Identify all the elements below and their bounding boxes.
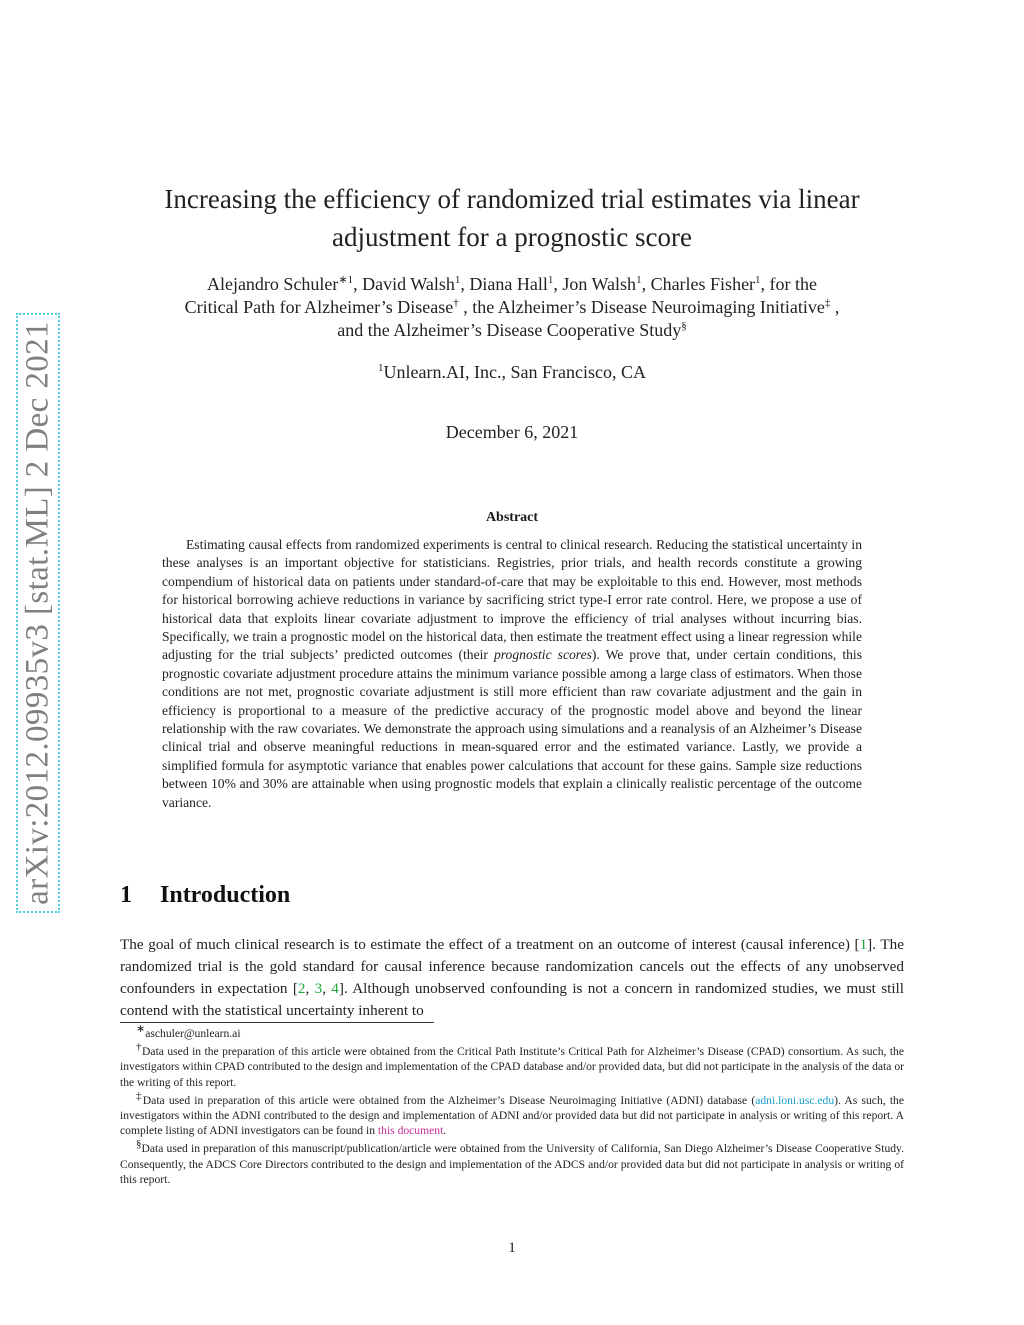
footnote-adni: ‡Data used in preparation of this article were obtained from the Alzheimer’s Disease Neuroimaging Initiative (ADNI) database (adni.loni.usc.edu). As such, the investigators within the ADNI contributed to the design and implementation of ADNI and/or provided data but did not participate in analysis or writing of this report. A complete listing of ADNI investigators can be found in this document. xyxy=(120,1089,905,1138)
abstract-body: Estimating causal effects from randomized experiments is central to clinical research. Reducing the statistical uncertainty in these analyses is an important objective for statisticians. Registries, prior trials, and health records constitute a growing compendium of historical data on patients under standard-of-care that may be exploitable to this end. However, most methods for historical borrowing achieve reductions in variance by sacrificing strict type-I error rate control. Here, we propose a use of historical data that exploits linear covariate adjustment to improve the efficiency of trial analyses without incurring bias. Specifically, we train a prognostic model on the historical data, then estimate the treatment effect using a linear regression while adjusting for the trial subjects’ predicted outcomes (their prognostic scores). We prove that, under certain conditions, this prognostic covariate adjustment procedure attains the minimum variance possible among a large class of estimators. When those conditions are not met, prognostic covariate adjustment is still more efficient than raw covariate adjustment and the gain in efficiency is proportional to a measure of the predictive accuracy of the prognostic model above and beyond the linear relationship with the raw covariates. We demonstrate the approach using simulations and a reanalysis of an Alzheimer’s Disease clinical trial and observe meaningful reductions in mean-squared error and the estimated variance. Lastly, we provide a simplified formula for asymptotic variance that enables power calculations that account for these gains. Sample size reductions between 10% and 30% are attainable when using prognostic models that explain a clinically realistic percentage of the outcome variance. xyxy=(162,537,862,810)
page-number: 1 xyxy=(508,1240,516,1256)
adni-link[interactable]: adni.loni.usc.edu xyxy=(755,1093,835,1107)
citation-link[interactable]: 1 xyxy=(859,936,868,953)
author-line-1: Alejandro Schuler$^{∗1}$, David Walsh$^1$, Diana Hall$^1$, Jon Walsh$^1$, Charles Fisher$^1$, for the xyxy=(206,274,818,294)
citation-link[interactable]: 3 xyxy=(314,980,323,997)
citation-link[interactable]: 2 xyxy=(297,980,306,997)
footnotes xyxy=(120,1023,905,1190)
section-heading: 1 Introduction xyxy=(120,882,291,908)
author-list xyxy=(120,273,904,342)
paper-title: Increasing the efficiency of randomized trial estimates via linear adjustment for a prognostic score xyxy=(164,184,860,252)
footnote-adcs: §Data used in preparation of this manuscript/publication/article were obtained from the University of California, San Diego Alzheimer’s Disease Cooperative Study. Consequently, the ADCS Core Directors contributed to the design and implementation of the ADCS and/or provided data but did not participate in analysis or writing of this report. xyxy=(120,1138,904,1186)
footnote-cpad: †Data used in the preparation of this article were obtained from the Critical Path Institute’s Critical Path for Alzheimer’s Disease (CPAD) consortium. As such, the investigators within CPAD contributed to the design and implementation of the CPAD database and/or provided data, but did not participate in the analysis of the data or the writing of this report. xyxy=(120,1041,904,1089)
adni-document-link[interactable]: this document xyxy=(377,1124,444,1138)
intro-paragraph: The goal of much clinical research is to estimate the effect of a treatment on an outcome of interest (causal inference) [1]. The randomized trial is the gold standard for causal inference because randomization cancels out the effects of any unobserved confounders in expectation [2, 3, 4]. Although unobserved confounding is not a concern in randomized studies, we must still contend with the statistical uncertainty inherent to xyxy=(120,936,904,1019)
citation-link[interactable]: 4 xyxy=(331,980,339,997)
footnote-email: ∗aschuler@unlearn.ai xyxy=(136,1023,241,1040)
abstract-emphasis: prognostic scores xyxy=(493,647,592,663)
footnote-rule xyxy=(120,1022,434,1023)
arxiv-stamp xyxy=(16,313,60,913)
affiliation: $^1$Unlearn.AI, Inc., San Francisco, CA xyxy=(378,362,646,382)
author-line-3: and the Alzheimer’s Disease Cooperative Study§ xyxy=(337,320,687,340)
author-line-2: Critical Path for Alzheimer’s Disease† , the Alzheimer’s Disease Neuroimaging Initiative‡ , xyxy=(184,297,840,317)
abstract-heading: Abstract xyxy=(485,510,539,525)
paper-date: December 6, 2021 xyxy=(445,422,579,442)
arxiv-id: arXiv:2012.09935v3 [stat.ML] 2 Dec 2021 xyxy=(19,321,56,905)
